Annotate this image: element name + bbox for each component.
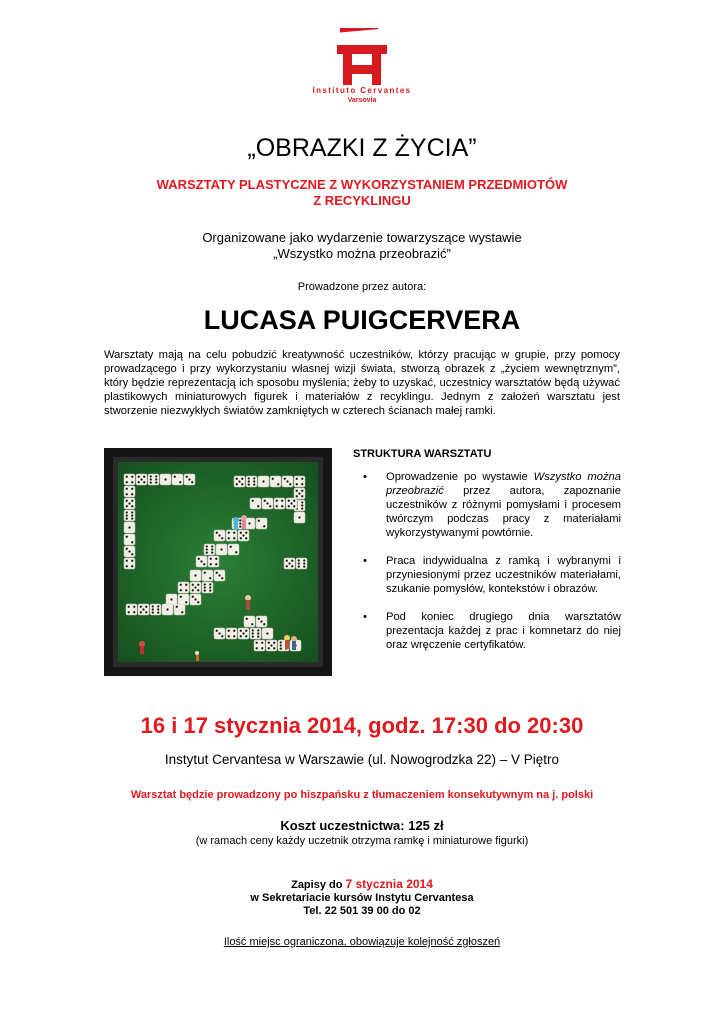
die bbox=[286, 498, 297, 509]
structure-item-1 bbox=[353, 470, 621, 540]
die bbox=[166, 594, 177, 605]
die bbox=[124, 546, 135, 557]
logo-city: Varsovia bbox=[347, 97, 377, 104]
die bbox=[214, 628, 225, 639]
subtitle-line-2: Z RECYKLINGU bbox=[313, 193, 411, 208]
subtitle-line-1: WARSZTATY PLASTYCZNE Z WYKORZYSTANIEM PRZEDMIOTÓW bbox=[156, 177, 568, 192]
die bbox=[160, 474, 171, 485]
die bbox=[250, 628, 261, 639]
bullet-icon: • bbox=[363, 611, 367, 623]
die bbox=[162, 604, 173, 615]
die bbox=[204, 544, 215, 555]
die bbox=[202, 582, 213, 593]
page-title: „OBRAZKI Z ŻYCIA” bbox=[247, 134, 477, 162]
organized-line-1: Organizowane jako wydarzenie towarzyszące wystawie bbox=[202, 230, 522, 245]
die bbox=[238, 628, 249, 639]
registration-prefix: Zapisy do bbox=[291, 879, 346, 891]
cost-note: (w ramach ceny każdy uczetnik otrzyma ramkę i miniaturowe figurki) bbox=[195, 835, 529, 847]
die bbox=[262, 628, 273, 639]
organized-note bbox=[0, 230, 724, 262]
places-limit-note: Ilość miejsc ograniczona, obowiązuje kolejność zgłoszeń bbox=[223, 936, 501, 948]
die bbox=[124, 522, 135, 533]
die bbox=[178, 594, 189, 605]
die bbox=[270, 476, 281, 487]
die bbox=[214, 570, 225, 581]
structure-item-text: przez autora, zapoznanie uczestników z różnymi pomysłami i procesem twórczym podczas pracy z materiałami wykorzystywanymi powtórnie. bbox=[386, 485, 621, 539]
die bbox=[294, 512, 305, 523]
event-date: 16 i 17 stycznia 2014, godz. 17:30 do 20:30 bbox=[140, 713, 584, 738]
die bbox=[246, 476, 257, 487]
structure-list bbox=[353, 470, 621, 666]
exhibition-title: Wszystko można przeobrazić bbox=[386, 471, 622, 497]
die bbox=[124, 498, 135, 509]
die bbox=[228, 544, 239, 555]
die bbox=[136, 474, 147, 485]
die bbox=[208, 556, 219, 567]
die bbox=[184, 474, 195, 485]
die bbox=[138, 604, 149, 615]
structure-item-3 bbox=[353, 610, 621, 652]
die bbox=[226, 530, 237, 541]
die bbox=[256, 616, 267, 627]
die bbox=[178, 582, 189, 593]
die bbox=[124, 510, 135, 521]
die bbox=[174, 604, 185, 615]
bullet-icon: • bbox=[363, 471, 367, 483]
die bbox=[216, 544, 227, 555]
die bbox=[190, 594, 201, 605]
die bbox=[196, 556, 207, 567]
bullet-icon: • bbox=[363, 555, 367, 567]
die bbox=[126, 604, 137, 615]
die bbox=[148, 474, 159, 485]
intro-paragraph: Warsztaty mają na celu pobudzić kreatywność uczestników, którzy pracując w grupie, przy pomocy prowadzącego i przy wykorzystaniu własnej wizji świata, stworzą obrazek z „życiem wewnętrznym”, który będzie reprezentacją ich sposobu myślenia; żeby to uzyskać, uczestnicy warsztatów będą używać plastikowych miniaturowych figurek i materiałów z recyklingu. Jednym z założeń warsztatu jest stworzenie niezwykłych światów zamkniętych w czterech ścianach małej ramki. bbox=[104, 349, 620, 417]
registration-phone: Tel. 22 501 39 00 do 02 bbox=[303, 905, 421, 917]
structure-item-text: Praca indywidualna z ramką i wybranymi i przyniesionymi przez uczestników materiałami, szukanie pomysłów, kontekstów i obrazów. bbox=[386, 555, 621, 595]
die bbox=[150, 604, 161, 615]
die bbox=[294, 476, 305, 487]
structure-item-text: Pod koniec drugiego dnia warsztatów prezentacja każdej z prac i komnetarz do niej oraz wręczenie certyfikatów. bbox=[386, 611, 621, 651]
registration-place: w Sekretariacie kursów Instytu Cervantesa bbox=[250, 892, 474, 904]
die bbox=[238, 530, 249, 541]
cost-label: Koszt uczestnictwa: 125 zł bbox=[280, 818, 444, 833]
die bbox=[244, 616, 255, 627]
die bbox=[124, 486, 135, 497]
event-venue: Instytut Cervantesa w Warszawie (ul. Nowogrodzka 22) – V Piętro bbox=[164, 752, 560, 767]
die bbox=[274, 498, 285, 509]
die bbox=[226, 628, 237, 639]
led-by-label: Prowadzone przez autora: bbox=[297, 281, 427, 293]
die bbox=[172, 474, 183, 485]
die bbox=[202, 570, 213, 581]
die bbox=[284, 558, 295, 569]
die bbox=[262, 498, 273, 509]
die bbox=[124, 534, 135, 545]
die bbox=[256, 518, 267, 529]
die bbox=[254, 640, 265, 651]
structure-item-text: Oprowadzenie po wystawie bbox=[386, 471, 534, 483]
registration-info bbox=[0, 878, 724, 918]
die bbox=[296, 558, 307, 569]
logo-mark-icon bbox=[337, 28, 387, 85]
die bbox=[190, 582, 201, 593]
structure-item-2 bbox=[353, 554, 621, 596]
die bbox=[190, 570, 201, 581]
registration-date: 7 stycznia 2014 bbox=[345, 877, 433, 891]
registration-deadline bbox=[0, 878, 724, 892]
subtitle bbox=[0, 177, 724, 209]
die bbox=[250, 498, 261, 509]
die bbox=[234, 476, 245, 487]
die bbox=[294, 488, 305, 499]
die bbox=[282, 476, 293, 487]
author-name: LUCASA PUIGCERVERA bbox=[203, 305, 521, 335]
logo-name: Instituto Cervantes bbox=[312, 86, 412, 95]
die bbox=[258, 476, 269, 487]
die bbox=[124, 474, 135, 485]
language-note: Warsztat będzie prowadzony po hiszpańsku z tłumaczeniem konsekutywnym na j. polski bbox=[130, 789, 594, 801]
die bbox=[124, 558, 135, 569]
die bbox=[214, 530, 225, 541]
artwork-photo bbox=[104, 448, 332, 676]
structure-heading: STRUKTURA WARSZTATU bbox=[353, 448, 492, 460]
die bbox=[266, 640, 277, 651]
organized-line-2: „Wszystko można przeobrazić” bbox=[273, 246, 451, 261]
